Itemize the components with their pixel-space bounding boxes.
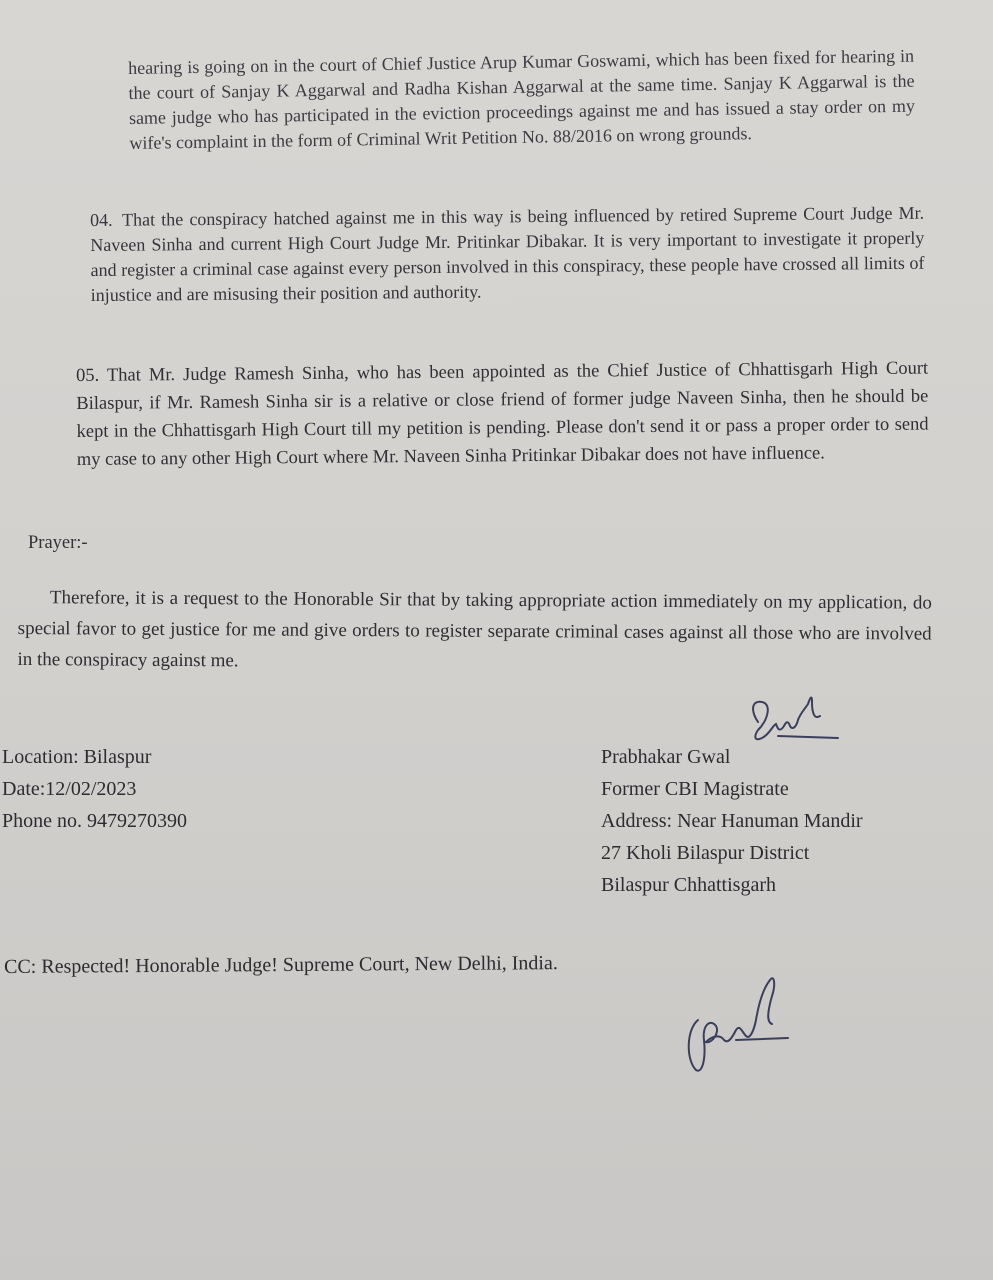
signatory-name: Prabhakar Gwal: [601, 746, 731, 768]
prayer-body: Therefore, it is a request to the Honorable Sir that by taking appropriate action immediately on my application, do special favor to get justice for me and give orders to register separate criminal cases against all those who are involved in the conspiracy against me.: [17, 587, 932, 672]
cc-line: CC: Respected! Honorable Judge! Supreme Court, New Delhi, India.: [4, 952, 558, 978]
paragraph-text: That the conspiracy hatched against me in this way is being influenced by retired Supreme Court Judge Mr. Naveen Sinha and current High Court Judge Mr. Pritinkar Dibakar. It is very important to investigate it properly and register a criminal case against every person involved in this conspiracy, these people have crossed all limits of injustice and are misusing their position and authority.: [90, 202, 925, 305]
address-line-3: Bilaspur Chhattisgarh: [601, 874, 776, 896]
date-text: Date:12/02/2023: [2, 778, 137, 800]
paragraph-number: 04.: [90, 209, 113, 230]
prayer-heading: Prayer:-: [28, 533, 88, 553]
paragraph-number: 05.: [76, 365, 100, 386]
paragraph-04: [90, 201, 925, 308]
address-line-1: Address: Near Hanuman Mandir: [601, 810, 863, 832]
paragraph-text: That Mr. Judge Ramesh Sinha, who has been appointed as the Chief Justice of Chhattisgarh High Court Bilaspur, if Mr. Ramesh Sinha sir is a relative or close friend of former judge Naveen Sinha, then he should be kept in the Chhattisgarh High Court till my petition is pending. Please don't send it or pass a proper order to send my case to any other High Court where Mr. Naveen Sinha Pritinkar Dibakar does not have influence.: [76, 358, 929, 470]
handwritten-signature: [728, 680, 848, 760]
phone-text: Phone no. 9479270390: [2, 810, 187, 832]
address-line-2: 27 Kholi Bilaspur District: [601, 842, 810, 864]
paragraph-continued: hearing is going on in the court of Chief Justice Arup Kumar Goswami, which has been fixed for hearing in the court of Sanjay K Aggarwal and Radha Kishan Aggarwal at the same time. Sanjay K Aggarwal is the same judge who has participated in the eviction proceedings against me and has issued a stay order on my wife's complaint in the form of Criminal Writ Petition No. 88/2016 on wrong grounds.: [128, 45, 916, 153]
paragraph-05: [76, 355, 929, 474]
location-text: Location: Bilaspur: [2, 746, 152, 768]
signatory-block: [601, 741, 863, 901]
signatory-title: Former CBI Magistrate: [601, 778, 789, 800]
handwritten-signature: [676, 960, 796, 1080]
sender-details: [2, 741, 187, 837]
